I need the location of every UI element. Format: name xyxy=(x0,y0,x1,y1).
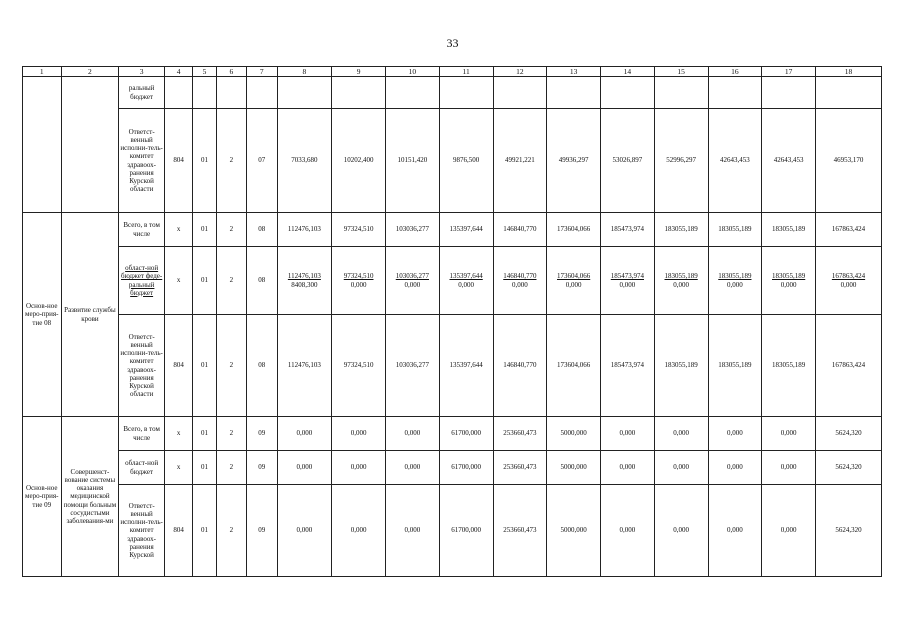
value-cell: 0,000 xyxy=(654,451,708,485)
source-cell xyxy=(119,247,165,315)
source-cell: област-ной бюджет xyxy=(119,451,165,485)
value-cell xyxy=(439,247,493,315)
code-cell: 2 xyxy=(216,247,246,315)
source-cell: Ответст-венный исполни-тель-комитет здравоох-ранения Курской xyxy=(119,485,165,577)
value-cell: 10151,420 xyxy=(386,109,440,213)
code-cell: 2 xyxy=(216,109,246,213)
value-cell: 5000,000 xyxy=(547,451,601,485)
header-cell: 14 xyxy=(601,67,655,77)
code-cell: 01 xyxy=(193,451,216,485)
code-cell xyxy=(193,77,216,109)
table-row xyxy=(23,417,882,451)
value-cell: 146840,770 xyxy=(493,213,547,247)
name-cell: Совершенст-вование системы оказания медицинской помощи больным сосудистыми заболевания-ми xyxy=(61,417,119,577)
value-cell: 0,000 xyxy=(708,451,762,485)
value-cell xyxy=(386,77,440,109)
header-cell: 6 xyxy=(216,67,246,77)
value-bottom: 0,000 xyxy=(350,280,367,289)
value-cell: 0,000 xyxy=(277,485,332,577)
value-cell: 253660,473 xyxy=(493,485,547,577)
source-line: област-ной бюджет феде-ральный бюджет xyxy=(121,264,163,297)
value-cell: 112476,103 xyxy=(277,213,332,247)
code-cell: 08 xyxy=(247,247,277,315)
value-cell: 0,000 xyxy=(708,485,762,577)
measure-cell: Основ-ное меро-прия-тие 08 xyxy=(23,213,62,417)
value-cell: 10202,400 xyxy=(332,109,386,213)
header-cell: 16 xyxy=(708,67,762,77)
value-top: 183055,189 xyxy=(664,272,698,281)
header-row xyxy=(23,67,882,77)
name-cell xyxy=(61,77,119,213)
value-cell xyxy=(708,77,762,109)
value-cell xyxy=(762,77,816,109)
code-cell: 2 xyxy=(216,315,246,417)
code-cell: 804 xyxy=(164,109,192,213)
value-cell: 173604,066 xyxy=(547,315,601,417)
header-cell: 11 xyxy=(439,67,493,77)
value-cell: 0,000 xyxy=(601,417,655,451)
table-row xyxy=(23,315,882,417)
value-cell xyxy=(601,247,655,315)
code-cell xyxy=(216,77,246,109)
value-cell xyxy=(439,77,493,109)
value-cell xyxy=(708,247,762,315)
value-cell: 135397,644 xyxy=(439,213,493,247)
code-cell: 09 xyxy=(247,451,277,485)
value-top: 183055,189 xyxy=(718,272,752,281)
value-cell: 0,000 xyxy=(386,485,440,577)
source-cell: Всего, в том числе xyxy=(119,417,165,451)
value-cell xyxy=(277,247,332,315)
value-cell: 0,000 xyxy=(386,417,440,451)
table-row xyxy=(23,247,882,315)
value-cell: 0,000 xyxy=(762,485,816,577)
code-cell: х xyxy=(164,451,192,485)
code-cell: 08 xyxy=(247,315,277,417)
value-cell: 183055,189 xyxy=(762,315,816,417)
value-cell: 167863,424 xyxy=(816,315,882,417)
value-top: 146840,770 xyxy=(503,272,537,281)
value-cell xyxy=(493,247,547,315)
value-bottom: 0,000 xyxy=(619,280,636,289)
value-cell: 135397,644 xyxy=(439,315,493,417)
code-cell xyxy=(247,77,277,109)
code-cell: х xyxy=(164,417,192,451)
value-cell: 0,000 xyxy=(277,451,332,485)
value-bottom: 0,000 xyxy=(458,280,474,289)
value-bottom: 0,000 xyxy=(673,280,689,289)
value-cell: 42643,453 xyxy=(762,109,816,213)
value-cell: 5624,320 xyxy=(816,451,882,485)
value-cell: 0,000 xyxy=(332,485,386,577)
value-bottom: 0,000 xyxy=(565,280,582,289)
name-cell: Развитие службы крови xyxy=(61,213,119,417)
value-cell: 5624,320 xyxy=(816,417,882,451)
header-cell: 17 xyxy=(762,67,816,77)
value-cell: 61700,000 xyxy=(439,451,493,485)
header-cell: 10 xyxy=(386,67,440,77)
code-cell: 09 xyxy=(247,485,277,577)
header-cell: 7 xyxy=(247,67,277,77)
value-top: 185473,974 xyxy=(610,272,644,281)
value-cell: 146840,770 xyxy=(493,315,547,417)
value-bottom: 0,000 xyxy=(404,280,421,289)
header-cell: 9 xyxy=(332,67,386,77)
header-cell: 4 xyxy=(164,67,192,77)
value-cell: 0,000 xyxy=(601,485,655,577)
value-cell xyxy=(547,247,601,315)
code-cell: 2 xyxy=(216,451,246,485)
header-cell: 13 xyxy=(547,67,601,77)
value-cell: 53026,897 xyxy=(601,109,655,213)
header-cell: 12 xyxy=(493,67,547,77)
value-cell xyxy=(601,77,655,109)
code-cell: 01 xyxy=(193,485,216,577)
value-cell: 0,000 xyxy=(332,451,386,485)
value-bottom: 0,000 xyxy=(512,280,528,289)
value-cell: 5624,320 xyxy=(816,485,882,577)
value-bottom: 0,000 xyxy=(780,280,797,289)
code-cell: 09 xyxy=(247,417,277,451)
value-cell: 0,000 xyxy=(654,485,708,577)
code-cell: 01 xyxy=(193,417,216,451)
value-cell xyxy=(386,247,440,315)
value-bottom: 8408,300 xyxy=(291,280,318,289)
value-cell: 97324,510 xyxy=(332,213,386,247)
header-cell: 15 xyxy=(654,67,708,77)
code-cell: 2 xyxy=(216,213,246,247)
value-cell: 5000,000 xyxy=(547,485,601,577)
value-cell: 183055,189 xyxy=(654,315,708,417)
value-cell: 0,000 xyxy=(386,451,440,485)
value-bottom: 0,000 xyxy=(727,280,743,289)
value-cell: 97324,510 xyxy=(332,315,386,417)
value-cell: 52996,297 xyxy=(654,109,708,213)
value-cell: 253660,473 xyxy=(493,451,547,485)
source-cell: Ответст-венный исполни-тель-комитет здравоох-ранения Курской области xyxy=(119,315,165,417)
value-cell xyxy=(654,247,708,315)
table-row xyxy=(23,213,882,247)
source-cell: ральный бюджет xyxy=(119,77,165,109)
code-cell: 01 xyxy=(193,109,216,213)
value-cell: 185473,974 xyxy=(601,315,655,417)
value-cell xyxy=(816,247,882,315)
value-cell: 183055,189 xyxy=(654,213,708,247)
value-cell: 103036,277 xyxy=(386,213,440,247)
value-top: 97324,510 xyxy=(343,272,374,281)
value-cell xyxy=(762,247,816,315)
table-row xyxy=(23,77,882,109)
value-top: 173604,066 xyxy=(557,272,591,281)
code-cell: 01 xyxy=(193,247,216,315)
value-cell: 0,000 xyxy=(762,451,816,485)
source-cell: Всего, в том числе xyxy=(119,213,165,247)
value-cell: 61700,000 xyxy=(439,485,493,577)
value-cell: 253660,473 xyxy=(493,417,547,451)
measure-cell xyxy=(23,77,62,213)
value-cell xyxy=(277,77,332,109)
header-cell: 8 xyxy=(277,67,332,77)
table-row xyxy=(23,109,882,213)
header-cell: 2 xyxy=(61,67,119,77)
value-cell: 0,000 xyxy=(654,417,708,451)
code-cell: х xyxy=(164,213,192,247)
code-cell: 2 xyxy=(216,485,246,577)
value-cell: 185473,974 xyxy=(601,213,655,247)
code-cell: 07 xyxy=(247,109,277,213)
value-top: 103036,277 xyxy=(395,272,429,281)
value-cell: 0,000 xyxy=(708,417,762,451)
table-row xyxy=(23,485,882,577)
code-cell: 08 xyxy=(247,213,277,247)
value-cell xyxy=(547,77,601,109)
code-cell xyxy=(164,77,192,109)
value-cell xyxy=(332,77,386,109)
value-cell: 49921,221 xyxy=(493,109,547,213)
source-cell: Ответст-венный исполни-тель-комитет здравоох-ранения Курской области xyxy=(119,109,165,213)
value-cell: 112476,103 xyxy=(277,315,332,417)
page-number: 33 xyxy=(446,36,459,50)
value-cell: 0,000 xyxy=(277,417,332,451)
value-cell: 49936,297 xyxy=(547,109,601,213)
value-top: 112476,103 xyxy=(287,272,321,281)
value-cell: 42643,453 xyxy=(708,109,762,213)
header-cell: 18 xyxy=(816,67,882,77)
budget-table xyxy=(22,66,882,577)
value-cell: 0,000 xyxy=(762,417,816,451)
header-cell: 1 xyxy=(23,67,62,77)
code-cell: 01 xyxy=(193,315,216,417)
code-cell: 2 xyxy=(216,417,246,451)
value-top: 183055,189 xyxy=(772,272,806,281)
value-cell: 61700,000 xyxy=(439,417,493,451)
value-cell: 173604,066 xyxy=(547,213,601,247)
value-cell xyxy=(332,247,386,315)
value-cell: 9876,500 xyxy=(439,109,493,213)
value-bottom: 0,000 xyxy=(840,280,857,289)
value-cell: 46953,170 xyxy=(816,109,882,213)
value-cell: 0,000 xyxy=(601,451,655,485)
value-cell: 5000,000 xyxy=(547,417,601,451)
value-cell xyxy=(654,77,708,109)
value-cell: 183055,189 xyxy=(708,315,762,417)
code-cell: 01 xyxy=(193,213,216,247)
code-cell: 804 xyxy=(164,485,192,577)
header-cell: 5 xyxy=(193,67,216,77)
table-row xyxy=(23,451,882,485)
value-cell: 167863,424 xyxy=(816,213,882,247)
value-cell xyxy=(493,77,547,109)
value-cell: 103036,277 xyxy=(386,315,440,417)
value-cell: 0,000 xyxy=(332,417,386,451)
measure-cell: Основ-ное меро-прия-тие 09 xyxy=(23,417,62,577)
header-cell: 3 xyxy=(119,67,165,77)
value-cell: 7033,680 xyxy=(277,109,332,213)
value-cell: 183055,189 xyxy=(708,213,762,247)
code-cell: 804 xyxy=(164,315,192,417)
code-cell: х xyxy=(164,247,192,315)
value-cell xyxy=(816,77,882,109)
value-top: 135397,644 xyxy=(449,272,483,281)
value-top: 167863,424 xyxy=(831,272,866,281)
value-cell: 183055,189 xyxy=(762,213,816,247)
